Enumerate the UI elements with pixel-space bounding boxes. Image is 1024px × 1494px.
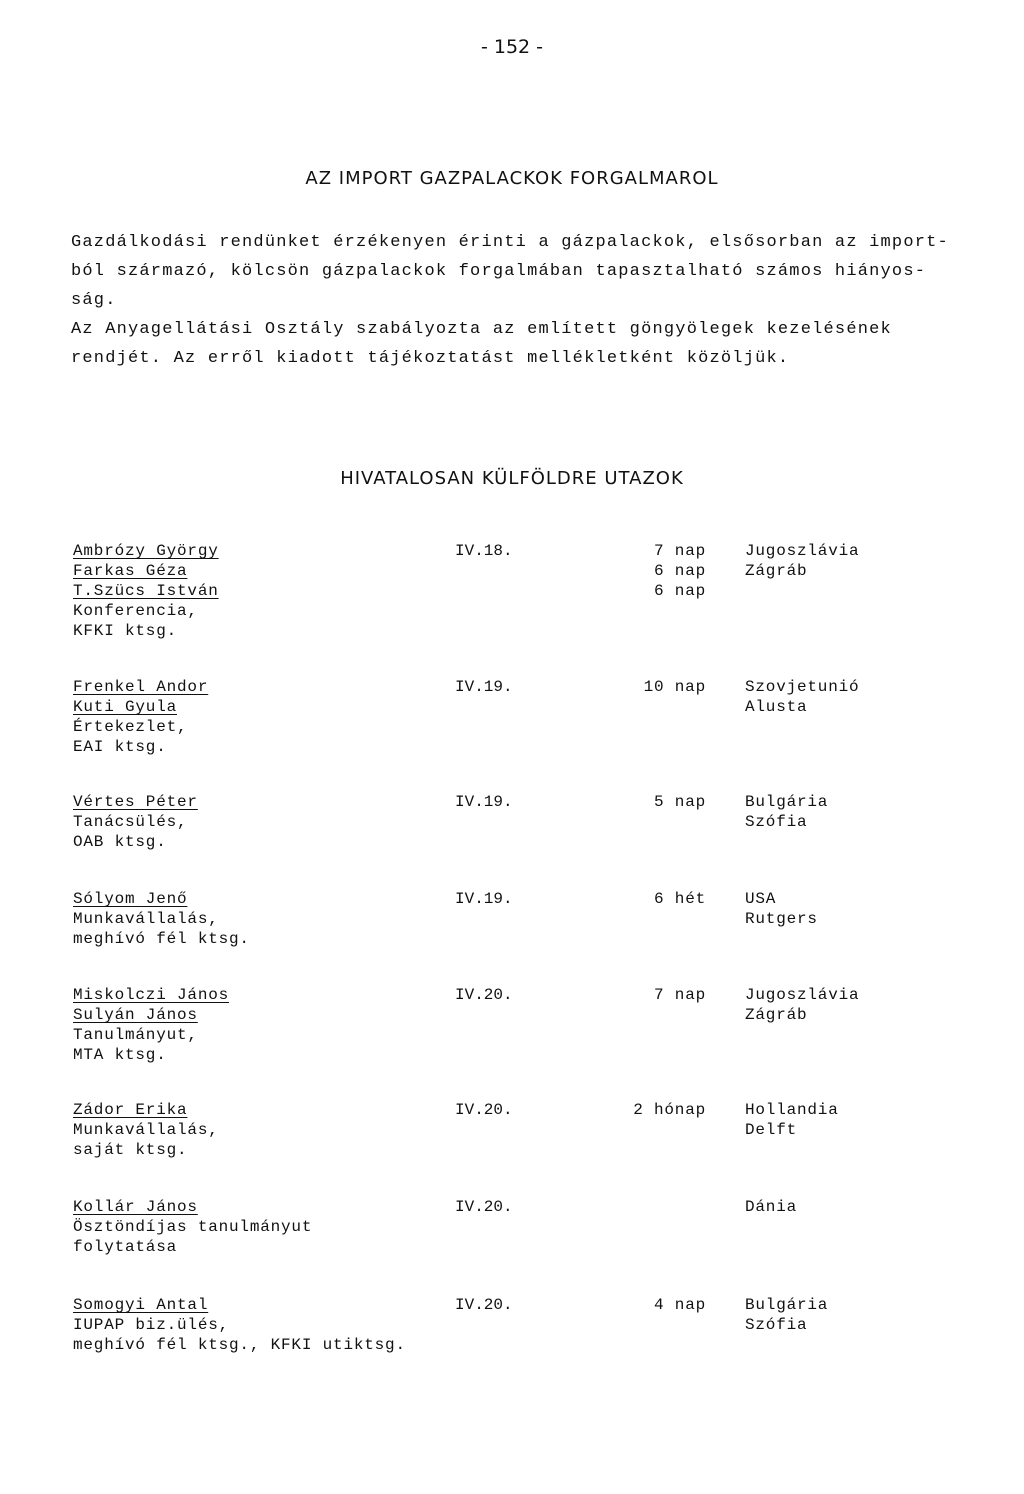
traveller-name: T.Szücs István <box>73 582 219 600</box>
traveller-name: Frenkel Andor <box>73 678 209 696</box>
traveller-name: Ambrózy György <box>73 542 219 560</box>
destination-city: Szófia <box>745 813 808 831</box>
trip-purpose: Tanácsülés, <box>73 813 188 831</box>
destination-country: Dánia <box>745 1198 798 1216</box>
trip-purpose: Tanulmányut, <box>73 1026 198 1044</box>
destination-city: Delft <box>745 1121 798 1139</box>
travel-entry <box>73 541 973 641</box>
duration-line: 7 nap <box>653 986 706 1004</box>
trip-date: IV.20. <box>455 986 513 1004</box>
duration-line: 6 nap <box>653 562 706 580</box>
trip-destination <box>745 1197 797 1217</box>
trip-funding: EAI ktsg. <box>73 738 167 756</box>
duration-line: 6 nap <box>653 582 706 600</box>
trip-duration <box>606 541 706 601</box>
travel-entry <box>73 985 973 1085</box>
trip-destination <box>745 792 828 832</box>
paragraph-line: ból származó, kölcsön gázpalackok forgalmában tapasztalható számos hiányos- <box>71 262 927 281</box>
destination-country: Jugoszlávia <box>745 986 860 1004</box>
travel-entry <box>73 1197 973 1297</box>
duration-line: 4 nap <box>653 1296 706 1314</box>
destination-city: Rutgers <box>745 910 818 928</box>
trip-purpose: Munkavállalás, <box>73 1121 219 1139</box>
traveller-name: Zádor Erika <box>73 1101 188 1119</box>
trip-duration <box>606 792 706 812</box>
destination-country: Szovjetunió <box>745 678 860 696</box>
traveller-name: Sólyom Jenő <box>73 890 188 908</box>
traveller-name: Farkas Géza <box>73 562 188 580</box>
trip-duration <box>606 1100 706 1120</box>
page-number: - 152 - <box>480 36 544 58</box>
trip-date: IV.18. <box>455 542 513 560</box>
trip-destination <box>745 1100 839 1140</box>
traveller-name: Kuti Gyula <box>73 698 178 716</box>
traveller-names <box>73 1197 453 1257</box>
duration-line: 7 nap <box>653 542 706 560</box>
trip-funding: meghívó fél ktsg. <box>73 930 250 948</box>
trip-purpose: Munkavállalás, <box>73 910 219 928</box>
paragraph-line: Az Anyagellátási Osztály szabályozta az említett göngyölegek kezelésének <box>71 320 892 339</box>
trip-purpose: IUPAP biz.ülés, <box>73 1316 230 1334</box>
trip-destination <box>745 985 859 1025</box>
trip-date: IV.19. <box>455 678 513 696</box>
destination-country: USA <box>745 890 777 908</box>
traveller-names <box>73 1100 453 1160</box>
trip-duration <box>606 985 706 1005</box>
paragraph-line: Gazdálkodási rendünket érzékenyen érinti a gázpalackok, elsősorban az import- <box>71 233 949 252</box>
duration-line: 2 hónap <box>633 1101 706 1119</box>
trip-date: IV.19. <box>455 890 513 908</box>
duration-line: 5 nap <box>653 793 706 811</box>
travel-entry <box>73 1100 973 1200</box>
trip-destination <box>745 541 859 581</box>
traveller-name: Vértes Péter <box>73 793 198 811</box>
trip-date: IV.19. <box>455 793 513 811</box>
destination-city: Szófia <box>745 1316 808 1334</box>
trip-purpose: Ösztöndíjas tanulmányut <box>73 1218 313 1236</box>
travel-entry <box>73 677 973 777</box>
destination-city: Zágráb <box>745 562 808 580</box>
section-title-import: AZ IMPORT GAZPALACKOK FORGALMAROL <box>305 168 719 189</box>
paragraph-line: ság. <box>71 291 117 310</box>
trip-funding: saját ktsg. <box>73 1141 188 1159</box>
trip-duration <box>606 677 706 697</box>
duration-line: 6 hét <box>653 890 706 908</box>
paragraph-line: rendjét. Az erről kiadott tájékoztatást mellékletként közöljük. <box>71 349 790 368</box>
traveller-names <box>73 985 453 1065</box>
travel-entry <box>73 1295 973 1395</box>
trip-date: IV.20. <box>455 1296 513 1314</box>
trip-purpose: Konferencia, <box>73 602 198 620</box>
trip-funding: MTA ktsg. <box>73 1046 167 1064</box>
traveller-names <box>73 677 453 757</box>
traveller-names <box>73 792 453 852</box>
trip-purpose: Értekezlet, <box>73 718 188 736</box>
traveller-name: Kollár János <box>73 1198 198 1216</box>
destination-country: Hollandia <box>745 1101 839 1119</box>
traveller-name: Miskolczi János <box>73 986 230 1004</box>
trip-funding: KFKI ktsg. <box>73 622 178 640</box>
traveller-name: Sulyán János <box>73 1006 198 1024</box>
trip-duration <box>606 889 706 909</box>
destination-country: Jugoszlávia <box>745 542 860 560</box>
destination-city: Alusta <box>745 698 808 716</box>
trip-destination <box>745 1295 828 1335</box>
travel-entry <box>73 792 973 892</box>
traveller-names <box>73 889 453 949</box>
trip-duration <box>606 1295 706 1315</box>
trip-funding: OAB ktsg. <box>73 833 167 851</box>
trip-destination <box>745 677 859 717</box>
traveller-names <box>73 1295 453 1355</box>
trip-date: IV.20. <box>455 1198 513 1216</box>
traveller-name: Somogyi Antal <box>73 1296 209 1314</box>
travel-entry <box>73 889 973 989</box>
destination-country: Bulgária <box>745 1296 829 1314</box>
trip-date: IV.20. <box>455 1101 513 1119</box>
duration-line: 10 nap <box>643 678 706 696</box>
trip-destination <box>745 889 818 929</box>
destination-city: Zágráb <box>745 1006 808 1024</box>
destination-country: Bulgária <box>745 793 829 811</box>
section-title-travellers: HIVATALOSAN KÜLFÖLDRE UTAZOK <box>340 468 684 489</box>
trip-purpose-continued: folytatása <box>73 1238 178 1256</box>
traveller-names <box>73 541 453 641</box>
trip-funding: meghívó fél ktsg., KFKI utiktsg. <box>73 1336 406 1354</box>
